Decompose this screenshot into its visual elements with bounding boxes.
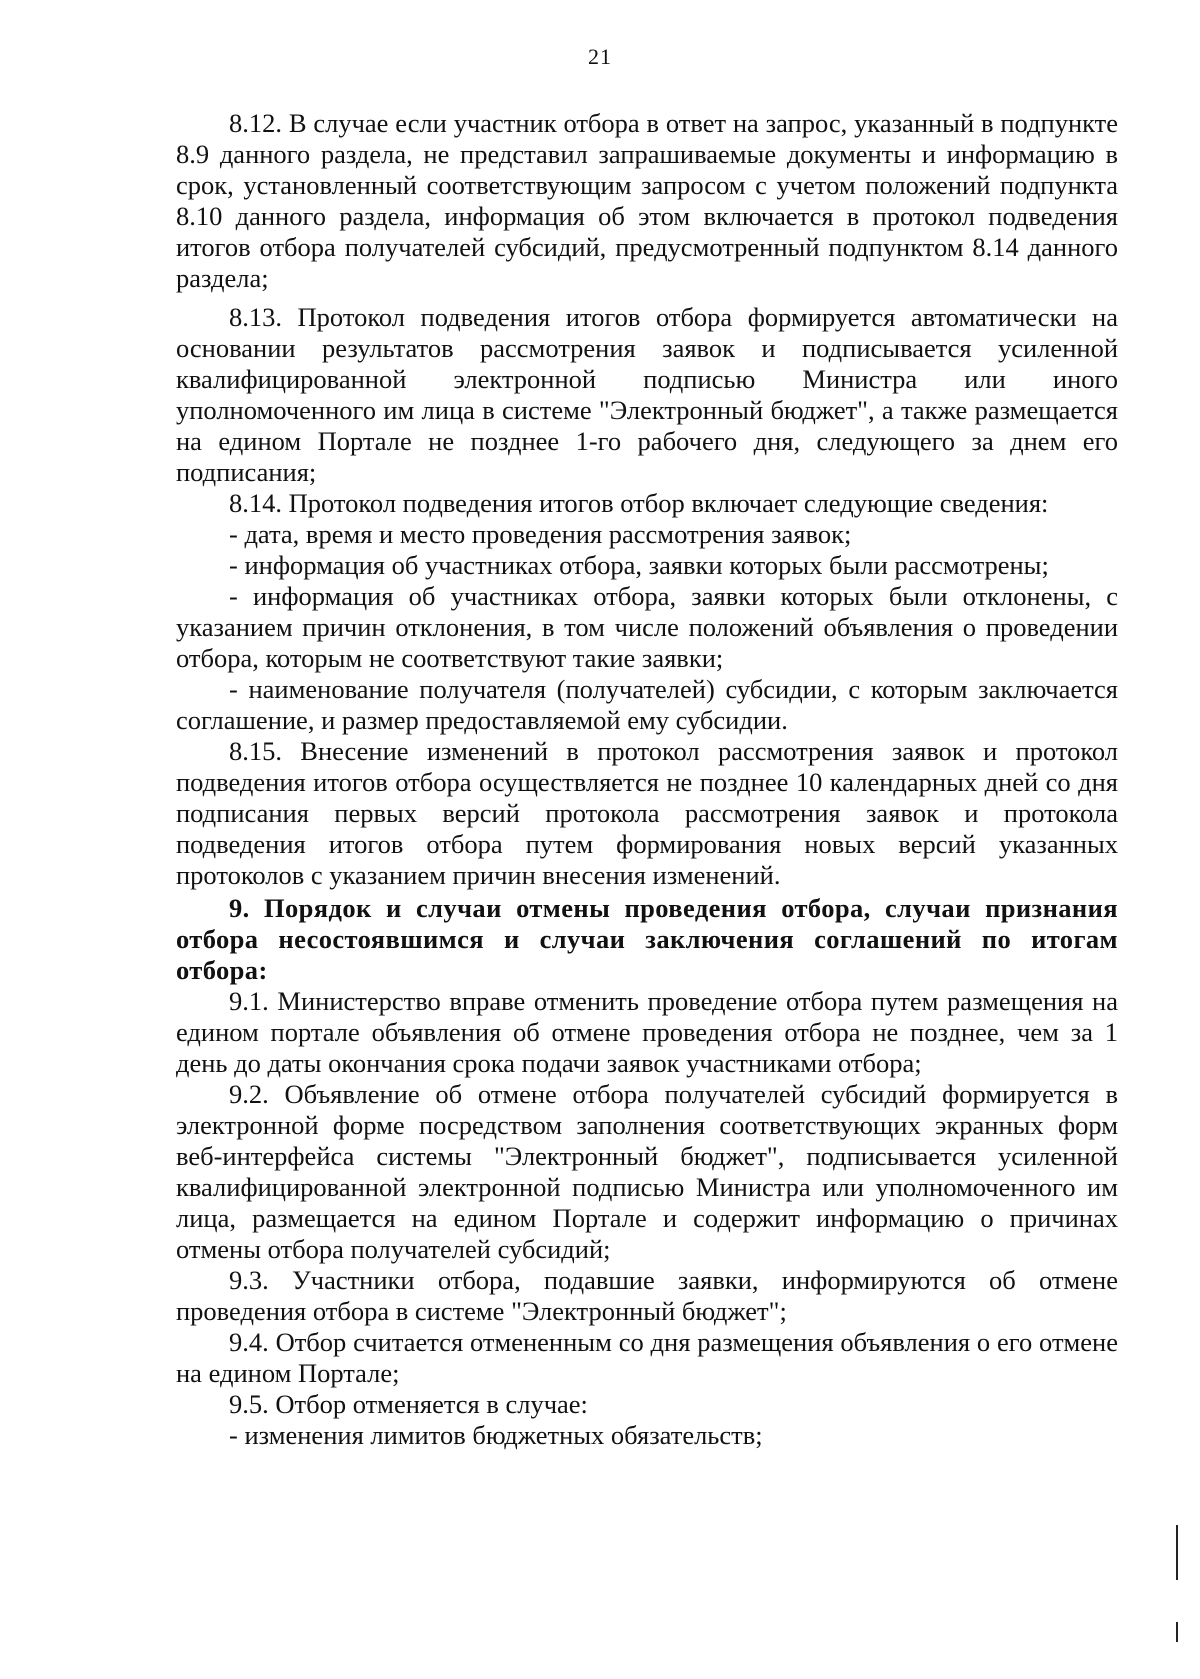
scan-mark xyxy=(1176,1525,1178,1580)
list-item: - наименование получателя (получателей) субсидии, с которым заключается соглашение, и размер предоставляемой ему субсидии. xyxy=(176,674,1118,735)
paragraph-8-15: 8.15. Внесение изменений в протокол рассмотрения заявок и протокол подведения итогов отбора осуществляется не позднее 10 календарных дней со дня подписания первых версий протокола рассмотрения заявок и протокола подведения итогов отбора путем формирования новых версий указанных протоколов с указанием причин внесения изменений. xyxy=(176,736,1118,890)
list-item: - информация об участниках отбора, заявки которых были рассмотрены; xyxy=(229,550,1049,580)
paragraph-8-13: 8.13. Протокол подведения итогов отбора формируется автоматически на основании результатов рассмотрения заявок и подписывается усиленной квалифицированной электронной подписью Министра или иного уполномоченного им лица в системе "Электронный бюджет", а также размещается на едином Портале не позднее 1-го рабочего дня, следующего за днем его подписания; xyxy=(176,302,1118,487)
list-item: - изменения лимитов бюджетных обязательств; xyxy=(229,1420,763,1450)
paragraph-9-3: 9.3. Участники отбора, подавшие заявки, информируются об отмене проведения отбора в системе "Электронный бюджет"; xyxy=(176,1265,1118,1326)
paragraph-9-4: 9.4. Отбор считается отмененным со дня размещения объявления о его отмене на едином Портале; xyxy=(176,1327,1118,1388)
paragraph-9-1: 9.1. Министерство вправе отменить проведение отбора путем размещения на едином портале объявления об отмене проведения отбора не позднее, чем за 1 день до даты окончания срока подачи заявок участниками отбора; xyxy=(176,986,1118,1078)
paragraph-8-12: 8.12. В случае если участник отбора в ответ на запрос, указанный в подпункте 8.9 данного раздела, не представил запрашиваемые документы и информацию в срок, установленный соответствующим запросом с учетом положений подпункта 8.10 данного раздела, информация об этом включается в протокол подведения итогов отбора получателей субсидий, предусмотренный подпунктом 8.14 данного раздела; xyxy=(176,108,1118,293)
paragraph-8-14: 8.14. Протокол подведения итогов отбор включает следующие сведения: xyxy=(229,488,1049,518)
paragraph-9-2: 9.2. Объявление об отмене отбора получателей субсидий формируется в электронной форме посредством заполнения соответствующих экранных форм веб-интерфейса системы "Электронный бюджет", подписывается усиленной квалифицированной электронной подписью Министра или уполномоченного им лица, размещается на едином Портале и содержит информацию о причинах отмены отбора получателей субсидий; xyxy=(176,1079,1118,1264)
page-number: 21 xyxy=(588,44,612,69)
section-heading-9: 9. Порядок и случаи отмены проведения отбора, случаи признания отбора несостоявшимся и случаи заключения соглашений по итогам отбора: xyxy=(176,893,1118,985)
paragraph-9-5: 9.5. Отбор отменяется в случае: xyxy=(229,1389,588,1419)
document-body xyxy=(176,108,1118,1451)
list-item: - дата, время и место проведения рассмотрения заявок; xyxy=(229,519,852,549)
scan-margin-marks xyxy=(1176,1525,1180,1645)
scan-mark xyxy=(1176,1622,1178,1642)
list-item: - информация об участниках отбора, заявки которых были отклонены, с указанием причин отклонения, в том числе положений объявления о проведении отбора, которым не соответствуют такие заявки; xyxy=(176,581,1118,673)
